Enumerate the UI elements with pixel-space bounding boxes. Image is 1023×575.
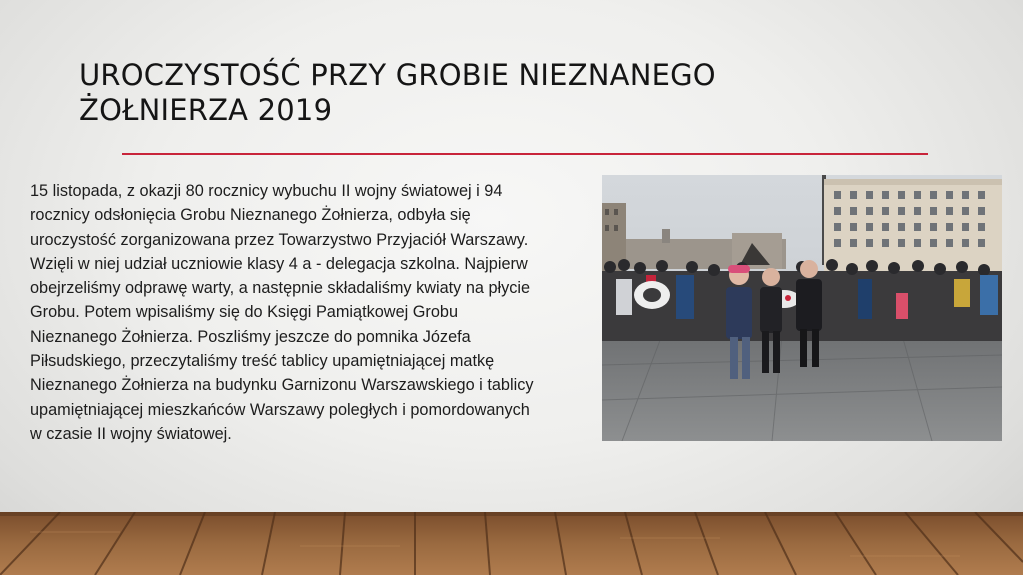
- slide-title: [79, 58, 959, 128]
- body-line: upamiętniającej mieszkańców Warszawy poległych i pomordowanych: [30, 400, 530, 419]
- body-line: Nieznanego Żołnierza na budynku Garnizonu Warszawskiego i tablicy: [30, 376, 534, 395]
- title-line-2: ŻOŁNIERZA 2019: [79, 93, 333, 127]
- body-line: obejrzeliśmy odprawę warty, a następnie składaliśmy kwiaty na płycie: [30, 279, 531, 298]
- body-line: uroczystość zorganizowana przez Towarzystwo Przyjaciół Warszawy.: [30, 230, 529, 249]
- body-line: w czasie II wojny światowej.: [30, 424, 232, 443]
- body-text: [30, 179, 598, 446]
- title-line-1: UROCZYSTOŚĆ PRZY GROBIE NIEZNANEGO: [79, 58, 716, 92]
- title-divider: [122, 153, 928, 155]
- wood-floor: [0, 512, 1023, 575]
- ceremony-photo: [602, 175, 1002, 441]
- body-line: Wzięli w niej udział uczniowie klasy 4 a - delegacja szkolna. Najpierw: [30, 254, 528, 273]
- body-line: Nieznanego Żołnierza. Poszliśmy jeszcze do pomnika Józefa: [30, 327, 471, 346]
- body-line: Grobu. Potem wpisaliśmy się do Księgi Pamiątkowej Grobu: [30, 303, 459, 322]
- body-line: rocznicy odsłonięcia Grobu Nieznanego Żołnierza, odbyła się: [30, 206, 471, 225]
- body-line: Piłsudskiego, przeczytaliśmy treść tablicy upamiętniającej matkę: [30, 352, 495, 371]
- body-line: 15 listopada, z okazji 80 rocznicy wybuchu II wojny światowej i 94: [30, 182, 503, 200]
